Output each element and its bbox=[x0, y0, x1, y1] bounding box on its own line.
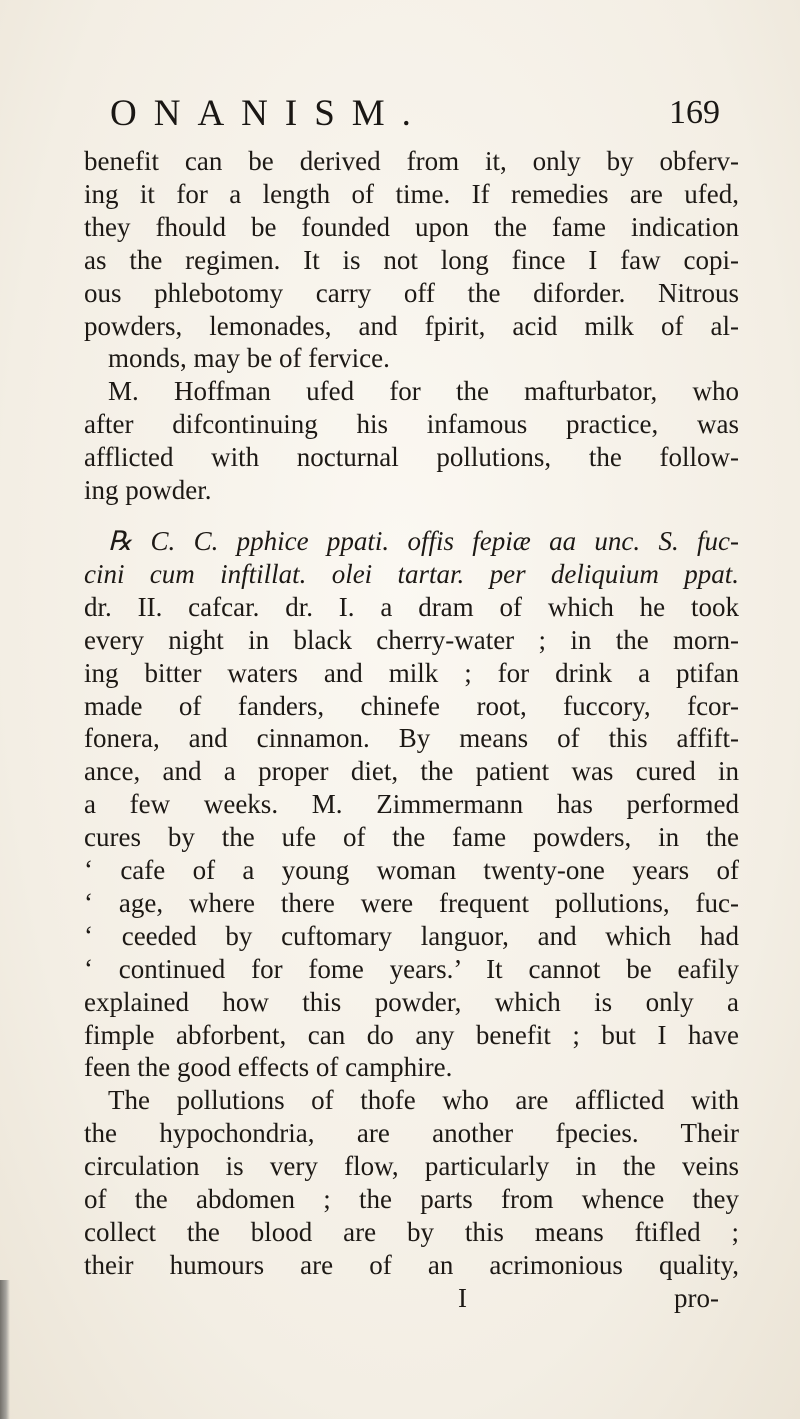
text-line: feen the good effects of camphire. bbox=[84, 1052, 453, 1083]
text-line: every night in black cherry-water ; in the morn- bbox=[84, 624, 739, 655]
page-footer bbox=[84, 1282, 739, 1315]
text-line: fonera, and cinnamon. By means of this affift- bbox=[84, 723, 739, 754]
paragraph-4 bbox=[84, 1084, 739, 1281]
page-number: 169 bbox=[669, 94, 720, 131]
running-title: ONANISM. bbox=[110, 93, 428, 134]
text-line: explained how this powder, which is only a bbox=[84, 986, 739, 1017]
text-line: a few weeks. M. Zimmermann has performed bbox=[84, 789, 739, 820]
paragraph-1 bbox=[84, 145, 739, 375]
text-line: after difcontinuing his infamous practice, was bbox=[84, 409, 739, 440]
text-line: benefit can be derived from it, only by obferv- bbox=[84, 146, 739, 176]
text-line: The pollutions of thofe who are afflicted with bbox=[108, 1085, 739, 1116]
text-line: ing it for a length of time. If remedies are ufed, bbox=[84, 178, 739, 209]
paragraph-2 bbox=[84, 375, 739, 507]
quoted-line: ‘ continued for fome years.’ It cannot be eafily bbox=[84, 953, 739, 984]
text-line: as the regimen. It is not long fince I faw copi- bbox=[84, 244, 739, 275]
text-line: ing powder. bbox=[84, 475, 212, 506]
text-line: dr. II. cafcar. dr. I. a dram of which he took bbox=[84, 591, 739, 622]
text-line: their humours are of an acrimonious quality, bbox=[84, 1249, 739, 1280]
text-line: fimple abforbent, can do any benefit ; but I have bbox=[84, 1019, 739, 1050]
spacer bbox=[84, 507, 739, 525]
text-line: M. Hoffman ufed for the mafturbator, who bbox=[108, 376, 739, 407]
prescription-line: ℞ C. C. pphice ppati. offis fepiæ aa unc. S. fuc- bbox=[108, 525, 739, 556]
text-line: ous phlebotomy carry off the diforder. Nitrous bbox=[84, 277, 739, 308]
text-line: cures by the ufe of the fame powders, in the bbox=[84, 822, 739, 853]
catchword: pro- bbox=[674, 1282, 719, 1313]
text-line: of the abdomen ; the parts from whence they bbox=[84, 1184, 739, 1215]
text-line: ing bitter waters and milk ; for drink a ptifan bbox=[84, 657, 739, 688]
text-line: powders, lemonades, and fpirit, acid milk of al- bbox=[84, 310, 739, 341]
page-header bbox=[110, 92, 720, 142]
quoted-line: ‘ ceeded by cuftomary languor, and which had bbox=[84, 920, 739, 951]
prescription-line: cini cum inftillat. olei tartar. per deliquium ppat. bbox=[84, 558, 739, 589]
text-line: monds, may be of fervice. bbox=[108, 343, 390, 374]
text-line: collect the blood are by this means ftifled ; bbox=[84, 1217, 739, 1247]
text-line: they fhould be founded upon the fame indication bbox=[84, 211, 739, 242]
text-line: the hypochondria, are another fpecies. Their bbox=[84, 1118, 739, 1149]
paragraph-3-prescription bbox=[84, 525, 739, 1084]
binding-shadow bbox=[0, 1280, 10, 1419]
body-text bbox=[84, 145, 739, 1315]
signature-mark: I bbox=[458, 1282, 467, 1313]
text-line: afflicted with nocturnal pollutions, the follow- bbox=[84, 442, 739, 473]
text-line: circulation is very flow, particularly in the veins bbox=[84, 1151, 739, 1182]
quoted-line: ‘ cafe of a young woman twenty-one years of bbox=[84, 855, 739, 886]
text-line: made of fanders, chinefe root, fuccory, fcor- bbox=[84, 690, 739, 721]
text-line: ance, and a proper diet, the patient was cured in bbox=[84, 756, 739, 787]
quoted-line: ‘ age, where there were frequent pollutions, fuc- bbox=[84, 887, 739, 918]
